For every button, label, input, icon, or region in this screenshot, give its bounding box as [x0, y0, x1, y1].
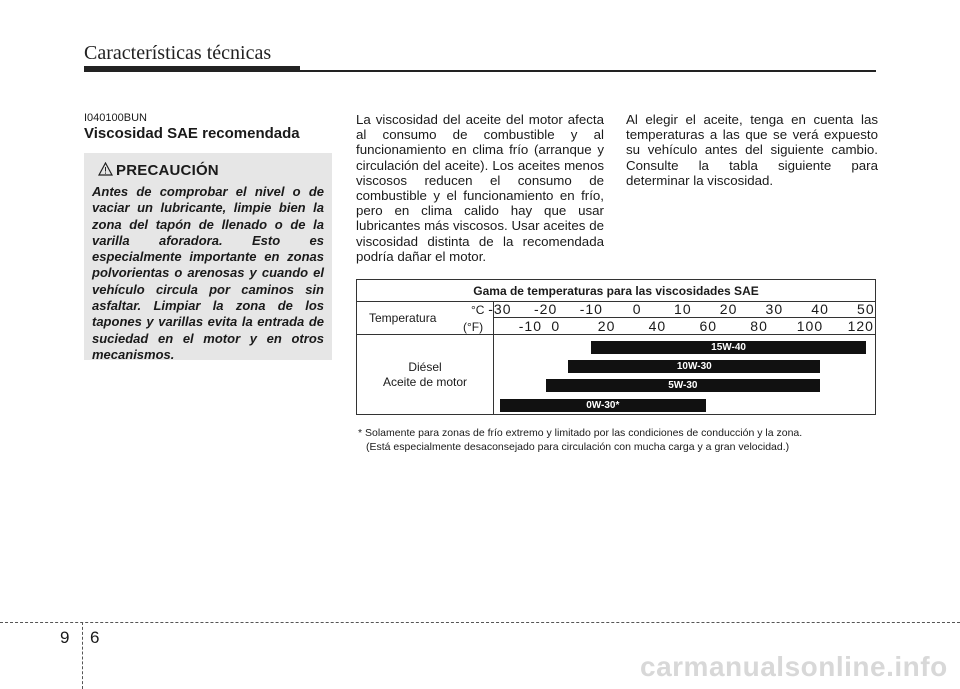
- body-text-column-3: Al elegir el aceite, tenga en cuenta las temperaturas a las que se verá expuesto su vehículo antes del siguiente cambio. Consulte la tabla siguiente para determinar la viscosidad.: [626, 112, 878, 188]
- section-code: I040100BUN: [84, 112, 147, 124]
- footer-rule: [0, 622, 960, 623]
- header-rule-thin: [300, 70, 876, 72]
- celsius-tick: -10: [579, 301, 603, 317]
- celsius-tick: -20: [533, 301, 558, 317]
- celsius-unit: °C: [471, 303, 485, 317]
- fahrenheit-tick: 40: [648, 318, 667, 334]
- celsius-tick: 0: [632, 301, 642, 317]
- footnote: [358, 426, 878, 454]
- footnote-line-1: * Solamente para zonas de frío extremo y limitado por las condiciones de conducción y la zona.: [358, 427, 803, 439]
- fahrenheit-tick: 0: [551, 318, 561, 334]
- fahrenheit-tick: 80: [750, 318, 768, 334]
- engine-oil-label: [357, 360, 493, 390]
- table-divider-vertical: [493, 302, 494, 414]
- body-text-column-2: La viscosidad del aceite del motor afecta al consumo de combustible y al funcionamiento en clima frío (arranque y circulación del aceite). Los aceites menos viscosos reducen el consumo de combustible y el funcionamiento en frío, pero en clima calido hay que usar lubricantes más viscosos. Usar aceites de viscosidad distinta de la recomendada podría dañar el motor.: [356, 112, 604, 264]
- celsius-tick: 50: [857, 301, 875, 317]
- oil-bar-15w40: 15W-40: [591, 341, 865, 354]
- fahrenheit-tick: 100: [796, 318, 824, 334]
- fahrenheit-tick: 60: [699, 318, 718, 334]
- footnote-line-2: (Está especialmente desaconsejado para circulación con mucha carga y a gran velocidad.): [366, 441, 790, 453]
- section-title: Viscosidad SAE recomendada: [84, 125, 300, 142]
- temperature-label: Temperatura: [369, 311, 437, 325]
- celsius-tick: -30: [488, 301, 512, 317]
- fahrenheit-unit: (°F): [463, 320, 484, 334]
- page-number-chapter: 9: [60, 628, 70, 647]
- header-rule-thick: [84, 66, 300, 72]
- celsius-tick: 20: [719, 301, 738, 317]
- footer-page-divider: [82, 622, 83, 689]
- table-title: Gama de temperaturas para las viscosidades SAE: [357, 280, 875, 302]
- oil-bar-5w30: 5W-30: [546, 379, 820, 392]
- warning-icon: [98, 162, 113, 176]
- caution-heading-text: PRECAUCIÓN: [116, 162, 219, 179]
- watermark: carmanualsonline.info: [640, 651, 948, 682]
- oil-bar-10w30: 10W-30: [568, 360, 820, 373]
- viscosity-table: [356, 279, 876, 415]
- celsius-tick: 10: [674, 301, 692, 317]
- celsius-tick: 40: [811, 301, 829, 317]
- page-number-page: 6: [90, 628, 100, 647]
- page-header-title: Características técnicas: [84, 42, 272, 64]
- engine-oil-text: Aceite de motor: [382, 375, 468, 389]
- caution-text: Antes de comprobar el nivel o de vaciar un lubricante, limpie bien la zona del tapón de llenado o de la varilla aforadora. Esto es especialmente importante en zonas polvorientas o arenosas y cuando el vehículo circula por caminos sin asfaltar. Limpiar la zona de los tapones y varillas evita la entrada de suciedad en el motor y en otros mecanismos.: [92, 184, 324, 362]
- diesel-label: Diésel: [408, 360, 442, 374]
- fahrenheit-tick: 120: [847, 318, 874, 334]
- fahrenheit-tick: 20: [597, 318, 616, 334]
- table-divider-header: [357, 334, 875, 335]
- fahrenheit-tick: -10: [518, 318, 542, 334]
- oil-bar-0w30: 0W-30*: [500, 399, 706, 412]
- celsius-tick: 30: [765, 301, 784, 317]
- caution-heading: [98, 162, 219, 179]
